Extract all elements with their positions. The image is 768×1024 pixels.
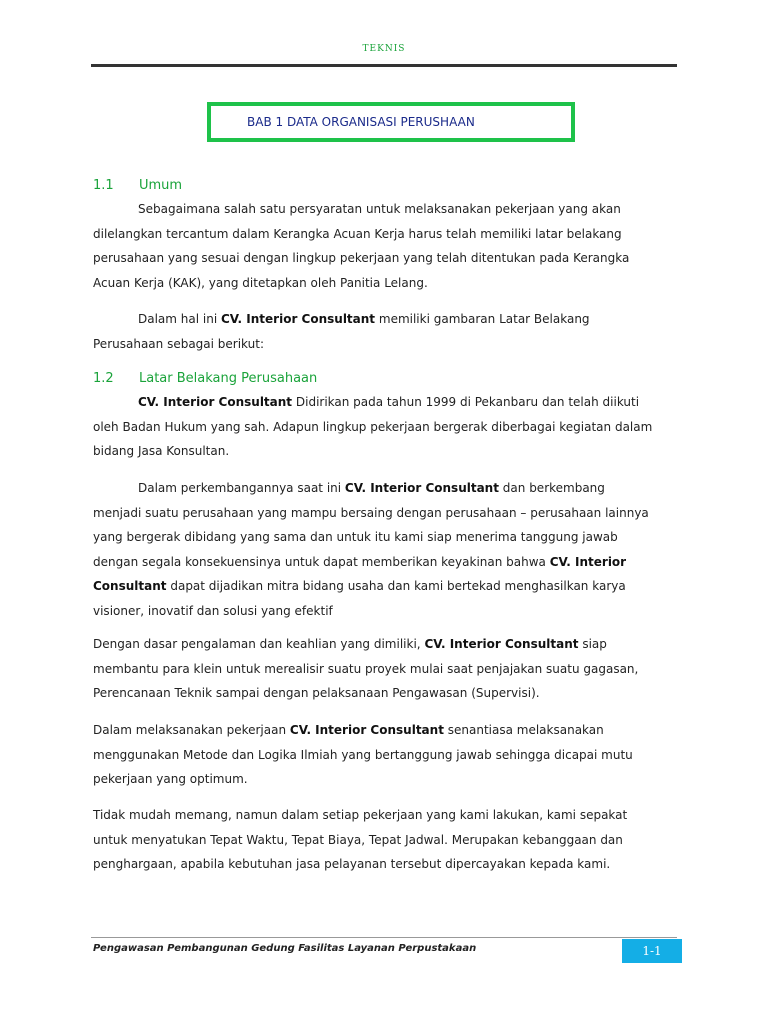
paragraph-3: CV. Interior Consultant Didirikan pada tahun 1999 di Pekanbaru dan telah diikuti oleh Badan Hukum yang sah. Adapun lingkup pekerjaan bergerak diberbagai kegiatan dalam bidang Jasa Konsultan. <box>93 395 653 458</box>
company-name: CV. Interior Consultant <box>289 723 444 737</box>
page-number: 1-1 <box>642 944 662 958</box>
section-number: 1.2 <box>93 371 114 386</box>
section-title: Latar Belakang Perusahaan <box>139 371 318 386</box>
paragraph-2: Dalam hal ini CV. Interior Consultant memiliki gambaran Latar Belakang Perusahaan sebagai berikut: <box>93 312 590 351</box>
footer-rule <box>91 937 677 938</box>
chapter-title: BAB 1 DATA ORGANISASI PERUSHAAN <box>247 115 475 129</box>
paragraph-6: Dalam melaksanakan pekerjaan CV. Interior Consultant senantiasa melaksanakan menggunakan Metode dan Logika Ilmiah yang bertanggung jawab sehingga dicapai mutu pekerjaan yang optimum. <box>93 723 633 786</box>
section-title: Umum <box>139 178 183 193</box>
paragraph-4: Dalam perkembangannya saat ini CV. Interior Consultant dan berkembang menjadi suatu perusahaan yang mampu bersaing dengan perusahaan – perusahaan lainnya yang bergerak dibidang yang sama dan untuk itu kami siap menerima tanggung jawab dengan segala konsekuensinya untuk dapat memberikan keyakinan bahwa CV. Interior Consultant dapat dijadikan mitra bidang usaha dan kami bertekad menghasilkan karya visioner, inovatif dan solusi yang efektif <box>93 481 649 618</box>
company-name-part: CV. Interior <box>549 554 627 569</box>
footer-title: Pengawasan Pembangunan Gedung Fasilitas Layanan Perpustakaan <box>93 943 477 954</box>
page-number-box <box>622 939 682 963</box>
company-name: CV. Interior Consultant <box>221 312 376 326</box>
company-name: CV. Interior Consultant <box>344 481 499 495</box>
section-number: 1.1 <box>93 178 114 193</box>
paragraph-1: Sebagaimana salah satu persyaratan untuk melaksanakan pekerjaan yang akan dilelangkan tercantum dalam Kerangka Acuan Kerja harus telah memiliki latar belakang perusahaan yang sesuai dengan lingkup pekerjaan yang telah ditentukan pada Kerangka Acuan Kerja (KAK), yang ditetapkan oleh Panitia Lelang. <box>93 202 630 290</box>
running-header: TEKNIS <box>362 44 406 54</box>
company-name: CV. Interior Consultant <box>138 395 293 409</box>
paragraph-5: Dengan dasar pengalaman dan keahlian yang dimiliki, CV. Interior Consultant siap membantu para klein untuk merealisir suatu proyek mulai saat penjajakan suatu gagasan, Perencanaan Teknik sampai dengan pelaksanaan Pengawasan (Supervisi). <box>93 637 639 700</box>
paragraph-7: Tidak mudah memang, namun dalam setiap pekerjaan yang kami lakukan, kami sepakat untuk menyatukan Tepat Waktu, Tepat Biaya, Tepat Jadwal. Merupakan kebanggaan dan penghargaan, apabila kebutuhan jasa pelayanan tersebut dipercayakan kepada kami. <box>93 808 628 871</box>
section-heading-umum <box>93 178 182 193</box>
company-name: CV. Interior Consultant <box>424 637 579 651</box>
chapter-title-box <box>207 102 575 142</box>
section-heading-latar-belakang <box>93 371 317 386</box>
header-rule <box>91 64 677 67</box>
company-name-part: Consultant <box>93 579 167 593</box>
